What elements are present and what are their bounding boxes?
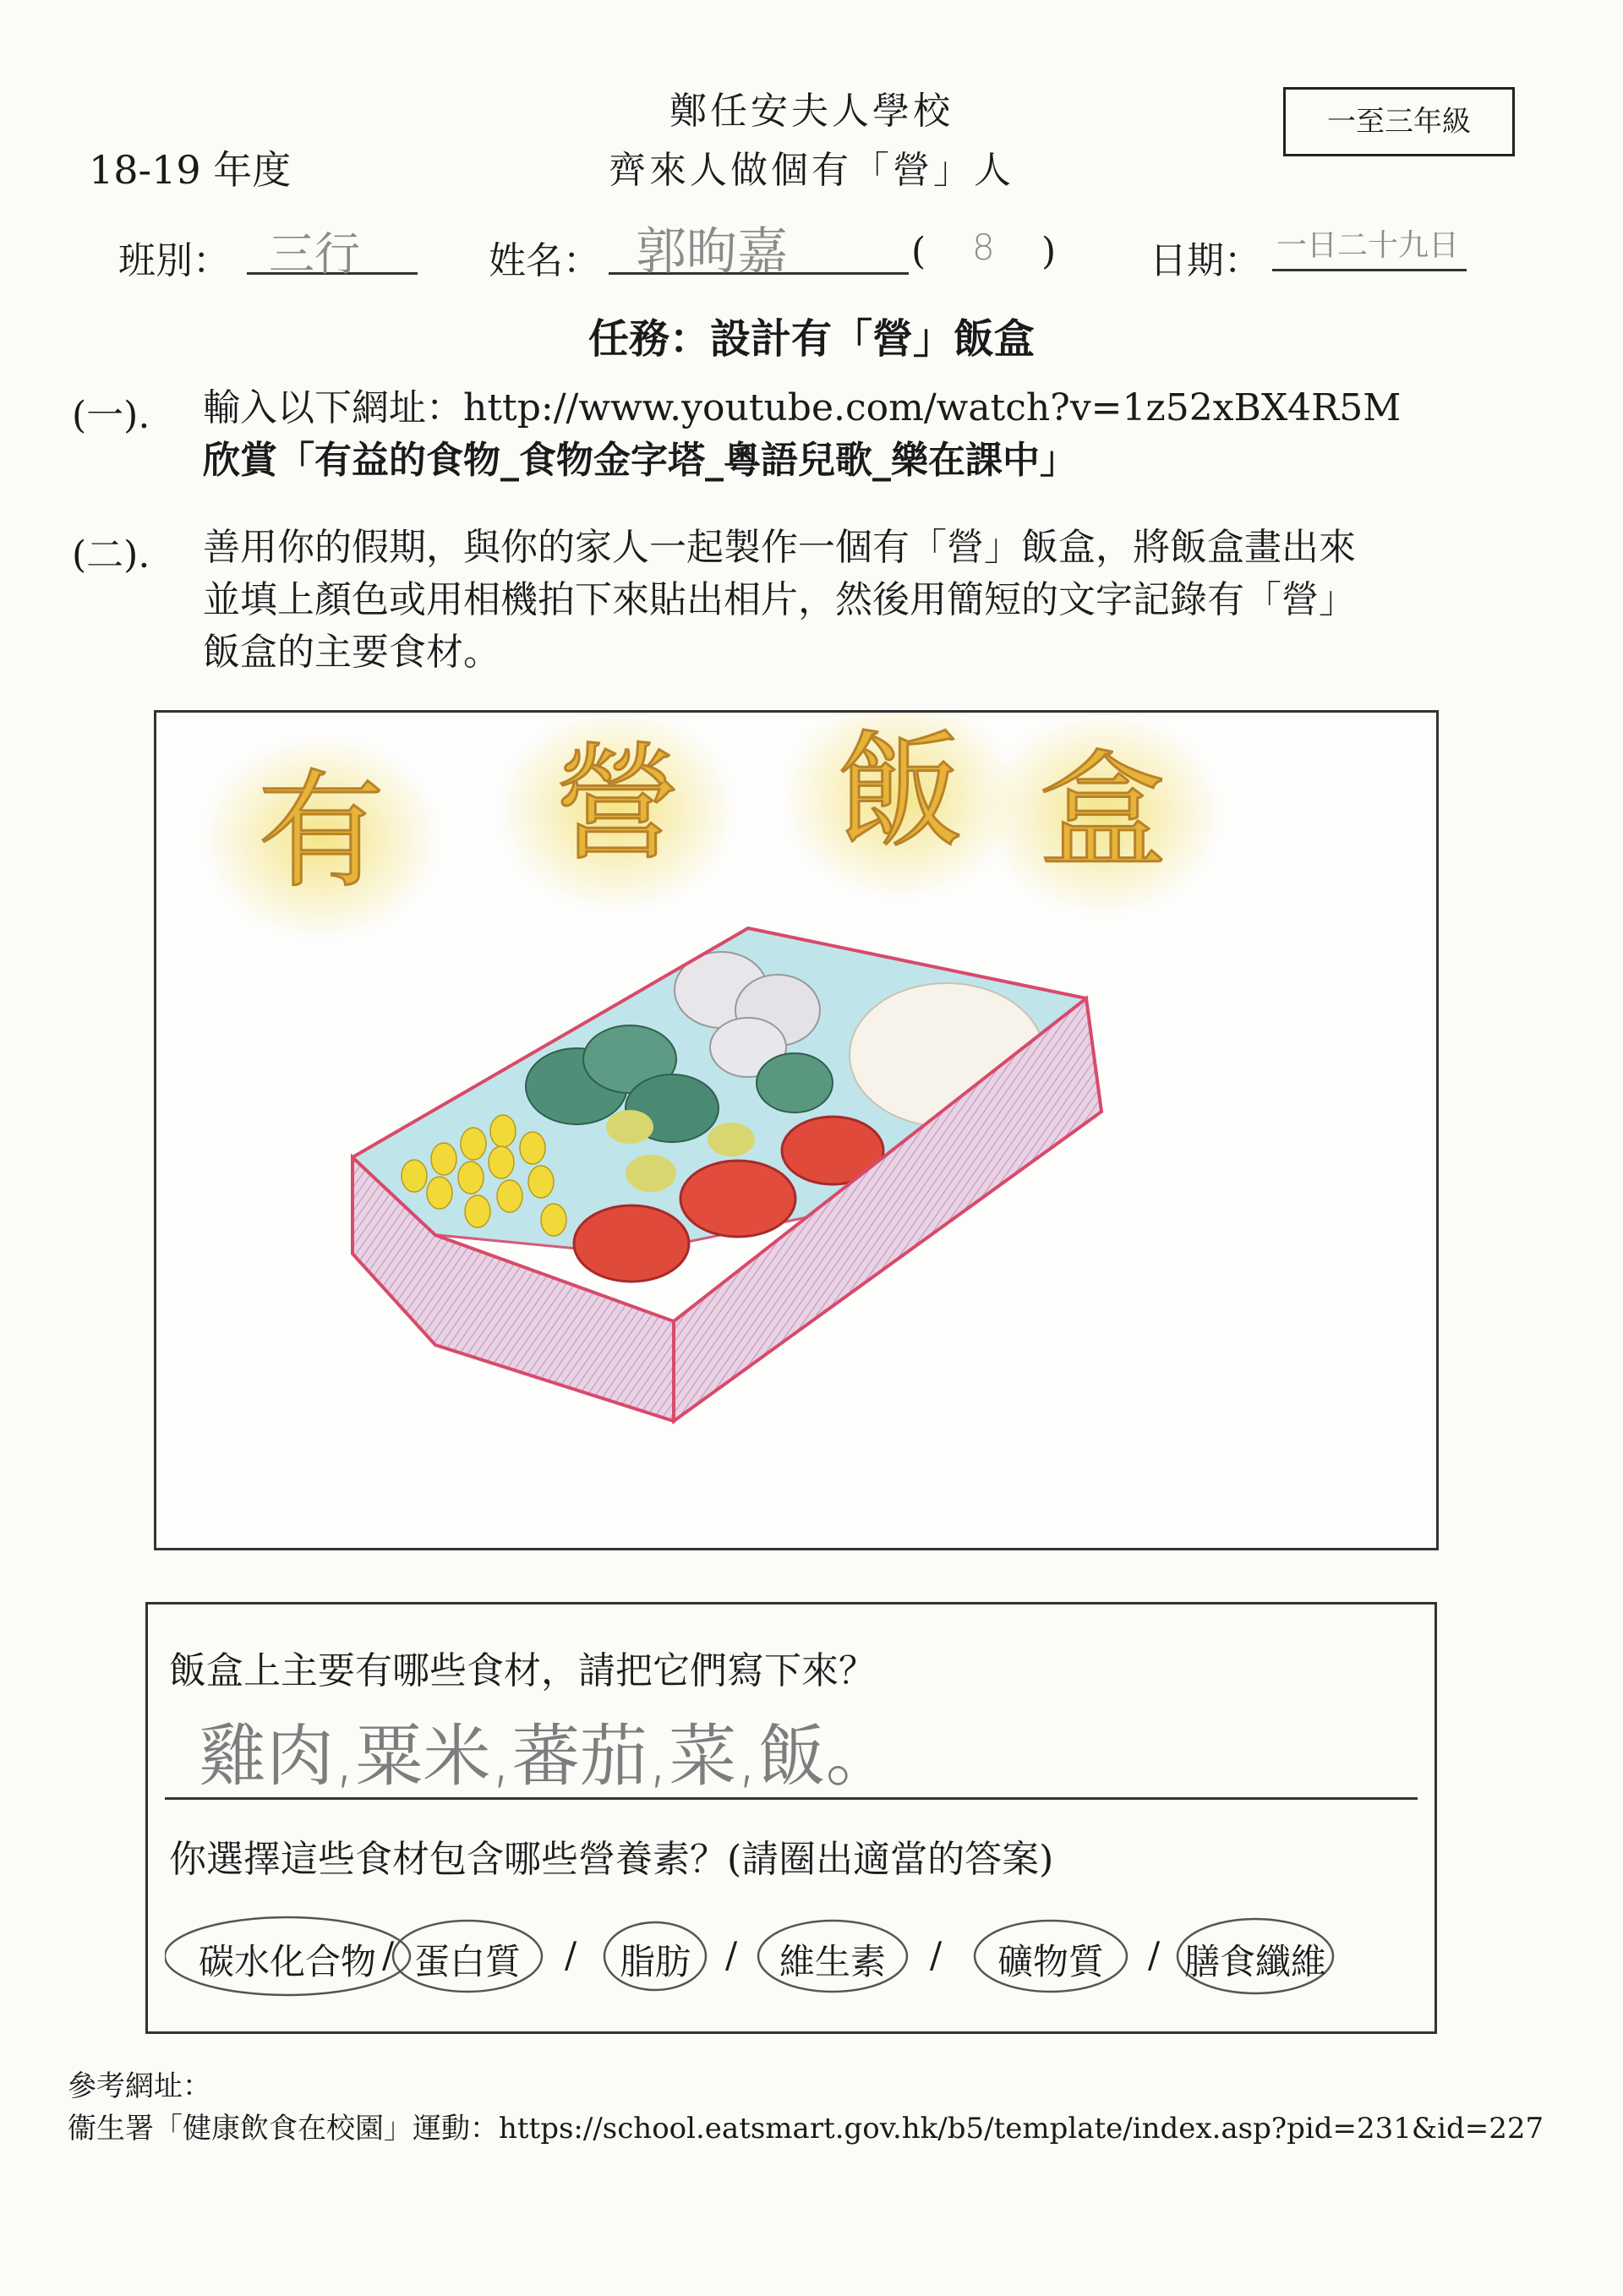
- grade-range-box: 一至三年級: [1283, 87, 1515, 156]
- student-number: 8: [972, 227, 995, 268]
- class-label: 班別：: [118, 239, 230, 282]
- nutrient-option[interactable]: 膳食纖維: [1184, 1941, 1327, 1982]
- drawing-box: [154, 710, 1439, 1550]
- answer-underline: [165, 1797, 1418, 1800]
- nutrient-option[interactable]: 維生素: [779, 1941, 887, 1982]
- nutrient-separator: /: [725, 1934, 738, 1976]
- lunchbox-drawing: [156, 713, 1436, 1548]
- nutrient-option[interactable]: 碳水化合物: [199, 1941, 377, 1982]
- question-2: 你選擇這些食材包含哪些營養素？(請圈出適當的答案): [169, 1838, 1054, 1881]
- instruction-2-text: [203, 522, 1356, 679]
- instruction-1-line-1: 輸入以下網址：http://www.youtube.com/watch?v=1z52xBX4R5M: [203, 386, 1402, 429]
- nutrient-separator: /: [1148, 1934, 1161, 1976]
- question-box: [145, 1602, 1437, 2034]
- task-title: 任務：設計有「營」飯盒: [587, 315, 1035, 363]
- answer-1: 雞肉,粟米,蕃茄,菜,飯。: [199, 1717, 893, 1796]
- number-open-paren: (: [911, 230, 926, 273]
- instruction-2-marker: (二).: [72, 533, 150, 577]
- instruction-2-line-1: 善用你的假期，與你的家人一起製作一個有「營」飯盒，將飯盒畫出來: [203, 526, 1356, 569]
- date-underline: [1272, 269, 1467, 271]
- nutrient-option[interactable]: 礦物質: [997, 1941, 1105, 1982]
- nutrient-options: [165, 1909, 1416, 2002]
- reference-label: 參考網址：: [68, 2069, 211, 2103]
- instruction-2-line-2: 並填上顏色或用相機拍下來貼出相片，然後用簡短的文字記錄有「營」: [203, 578, 1356, 621]
- drawing-title-char-2: 營: [553, 731, 681, 878]
- nutrient-separator: /: [565, 1934, 577, 1976]
- drawing-title: [203, 713, 1221, 939]
- name-label: 姓名：: [489, 239, 600, 282]
- name-value: 郭昫嘉: [636, 222, 788, 282]
- question-1: 飯盒上主要有哪些食材，請把它們寫下來？: [169, 1649, 876, 1692]
- instruction-1-marker: (一).: [72, 394, 150, 437]
- reference-line: 衞生署「健康飲食在校園」運動：https://school.eatsmart.gov.hk/b5/template/index.asp?pid=231&id=227: [68, 2112, 1544, 2146]
- date-value: 一日二十九日: [1276, 228, 1460, 263]
- lunchbox-illustration: [352, 928, 1101, 1421]
- activity-title: 齊來人做個有「營」人: [609, 149, 1014, 192]
- date-label: 日期：: [1150, 239, 1261, 282]
- drawing-title-char-1: 有: [257, 758, 385, 905]
- school-year: 18-19 年度: [89, 147, 292, 193]
- drawing-title-char-4: 盒: [1039, 738, 1167, 885]
- instruction-1-line-2: 欣賞「有益的食物_食物金字塔_粵語兒歌_樂在課中」: [203, 439, 1077, 482]
- class-value: 三行: [269, 227, 360, 281]
- nutrient-separator: /: [930, 1934, 943, 1976]
- school-name: 鄭任安夫人學校: [669, 90, 954, 133]
- instruction-2-line-3: 飯盒的主要食材。: [203, 631, 500, 674]
- nutrient-separator: /: [382, 1934, 395, 1976]
- instruction-1-text: [203, 382, 1401, 487]
- nutrient-option[interactable]: 蛋白質: [414, 1941, 522, 1982]
- drawing-title-char-3: 飯: [836, 719, 965, 866]
- number-close-paren: ): [1041, 230, 1057, 273]
- nutrient-option[interactable]: 脂肪: [620, 1941, 691, 1982]
